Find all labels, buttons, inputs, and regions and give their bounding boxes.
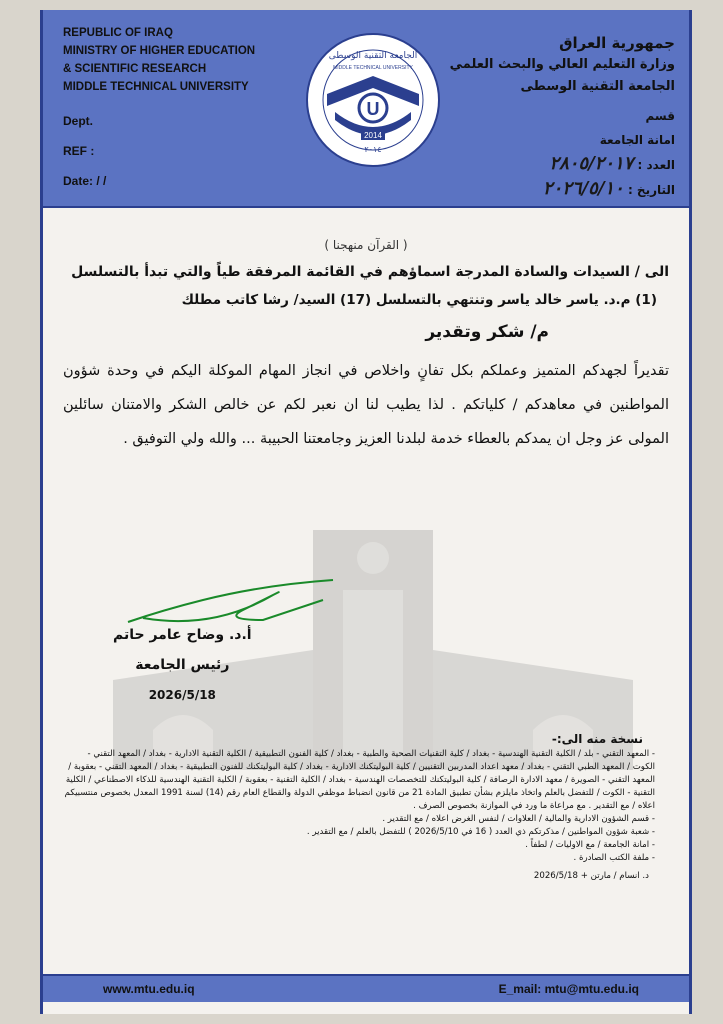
logo-english: MIDDLE TECHNICAL UNIVERSITY bbox=[333, 65, 413, 71]
letter-sheet bbox=[40, 10, 692, 1014]
list-item: - شعبة شؤون المواطنين / مذكرتكم ذي العدد ( 16 في 2026/5/10 ) للتفضل بالعلم / مع التقدير . bbox=[63, 826, 655, 839]
letterhead-english bbox=[63, 24, 255, 196]
recipient-line-1: الى / السيدات والسادة المدرجة اسماؤهم في القائمة المرفقة طياً والتي تبدأ بالتسلسل bbox=[71, 264, 669, 280]
signature-date: 2026/5/18 bbox=[148, 688, 216, 702]
letter-body bbox=[63, 238, 669, 456]
footer-bar bbox=[43, 974, 689, 1002]
motto: ( القرآن منهجنا ) bbox=[324, 238, 408, 252]
email-link[interactable]: E_mail: mtu@mtu.edu.iq bbox=[498, 982, 639, 996]
recipient-line-2: (1) م.د. ياسر خالد ياسر وتنتهي بالتسلسل (17) السيد/ رشا كاتب مطلك bbox=[181, 292, 657, 308]
list-item: - قسم الشؤون الادارية والمالية / العلاوات / لنفس الغرض اعلاه / مع التقدير . bbox=[63, 813, 655, 826]
logo-year-ar: ٢٠١٤ bbox=[364, 145, 382, 154]
copy-to-title: نسخة منه الى:- bbox=[551, 732, 643, 746]
section-label: قسم bbox=[645, 109, 675, 123]
list-item: - ملفة الكتب الصادرة . bbox=[63, 852, 655, 865]
letterhead-arabic bbox=[450, 32, 675, 202]
copy-to-section bbox=[63, 732, 669, 881]
arabic-line: الجامعة التقنية الوسطى bbox=[520, 79, 675, 94]
date-label-ar: التاريخ : bbox=[627, 183, 675, 197]
number-value: ٢٨٠٥/٢٠١٧ bbox=[549, 153, 634, 174]
signature-block bbox=[113, 620, 252, 710]
arabic-line: وزارة التعليم العالي والبحث العلمي bbox=[449, 57, 675, 72]
dept-label: Dept. bbox=[63, 114, 93, 128]
list-item: - المعهد التقني - بلد / الكلية التقنية الهندسية - بغداد / كلية التقنيات الصحية والطبية - بغداد / كلية الفنون التطبيقية / الكلية التقنية الادارية - بغداد / المعهد التقني - الكوت / المعهد الطبي التقني - بغداد / معهد اعداد المدربين التقنيين / كلية البوليتكنك الادارية - بغداد / كلية البوليتكنك للفنون التطبيقية - بغداد / المعهد التقني - بعقوبة / المعهد التقني - الصويرة / معهد الادارة الرصافة / كلية البوليتكنك للتخصصات الهندسية - بغداد / الكلية التقنية - بعقوبة / الكلية التقنية الهندسية للذكاء الاصطناعي / الكلية التقنية - الكوت / للتفضل بالعلم واتخاذ مايلزم بشأن تطبيق المادة 21 من قانون انضباط موظفي الدولة والقطاع العام رقم (14) لسنة 1991 المعدل بخصوص منتسبيكم اعلاه / مع التقدير . مع مراعاة ما ورد في الموازنة بخصوص الصرف . bbox=[63, 748, 655, 813]
letter-subject: م/ شكر وتقدير bbox=[425, 322, 549, 342]
svg-text:U: U bbox=[366, 99, 380, 119]
ref-label: REF : bbox=[63, 144, 95, 158]
header-divider bbox=[43, 206, 689, 208]
logo-arabic: الجامعة التقنية الوسطى bbox=[328, 51, 418, 61]
copy-to-list bbox=[63, 748, 669, 865]
letter-paragraph: تقديراً لجهدكم المتميز وعملكم بكل تفانٍ واخلاص في انجاز المهام الموكلة اليكم في وحدة شؤون المواطنين في معاهدكم / كلياتكم . لذا يطيب لنا ان نعبر لكم عن خالص الشكر والامتنان سائلين المولى عز وجل ان يمدكم بالعطاء خدمة لبلدنا العزيز وجامعتنا الحبيبة ... والله ولي التوفيق . bbox=[63, 363, 669, 447]
english-line: MINISTRY OF HIGHER EDUCATION bbox=[63, 45, 256, 57]
signatory-name: أ.د. وضاح عامر حاتم bbox=[113, 627, 252, 643]
number-label: العدد : bbox=[637, 158, 675, 172]
english-line: & SCIENTIFIC RESEARCH bbox=[63, 63, 207, 75]
website-link[interactable]: www.mtu.edu.iq bbox=[103, 982, 195, 996]
english-line: MIDDLE TECHNICAL UNIVERSITY bbox=[63, 81, 249, 93]
signatory-title: رئيس الجامعة bbox=[135, 657, 230, 673]
logo-year: 2014 bbox=[364, 131, 382, 140]
date-value: ٢٠٢٦/٥/١٠ bbox=[542, 178, 624, 199]
english-line: REPUBLIC OF IRAQ bbox=[63, 27, 173, 39]
section-value: امانة الجامعة bbox=[599, 133, 675, 147]
typist-initials: د. انسام / مارتن + 2026/5/18 bbox=[533, 871, 649, 881]
date-label: Date: / / bbox=[63, 174, 107, 188]
arabic-line: جمهورية العراق bbox=[559, 34, 675, 52]
letterhead bbox=[43, 10, 689, 206]
university-logo-icon bbox=[305, 32, 441, 168]
list-item: - امانة الجامعة / مع الاوليات / لطفاً . bbox=[63, 839, 655, 852]
